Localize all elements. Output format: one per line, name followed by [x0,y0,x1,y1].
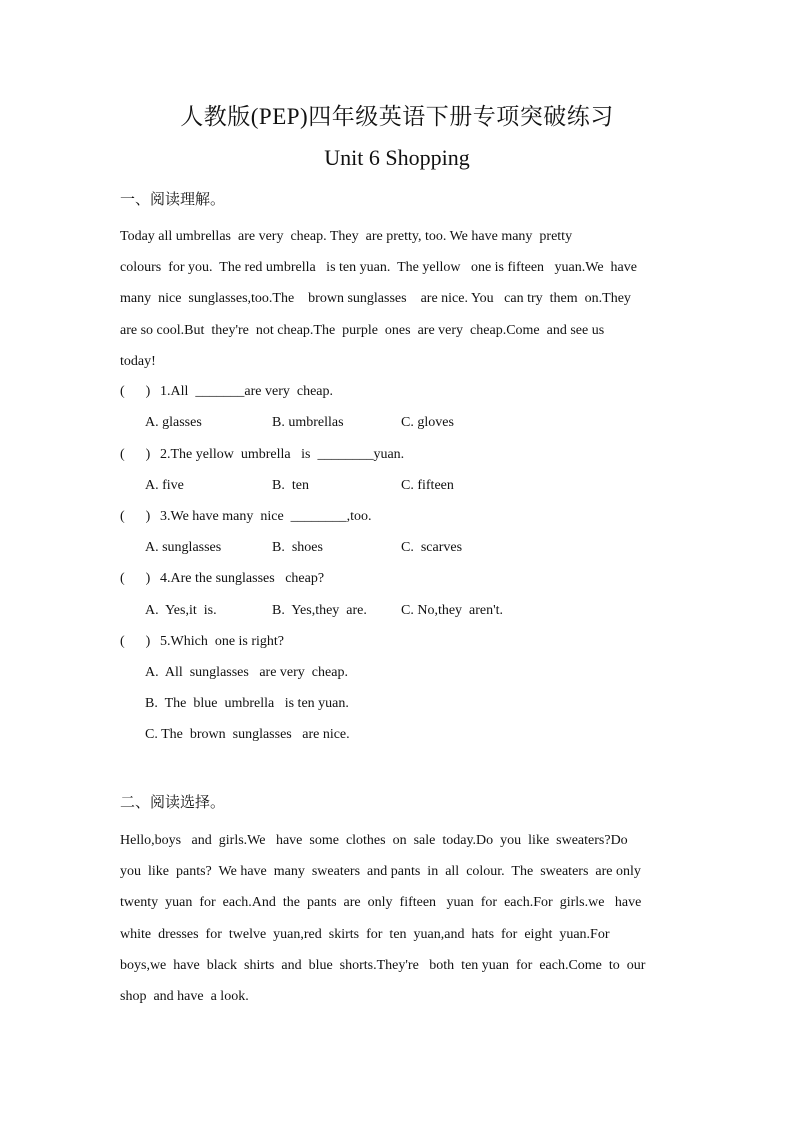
question-5-option-a[interactable]: A. All sunglasses are very cheap. [145,665,348,680]
answer-blank[interactable]: ( ) [120,571,151,586]
question-text: 3.We have many nice ________,too. [160,509,372,524]
question-3 [120,509,372,525]
passage-line: twenty yuan for each.And the pants are only fifteen yuan for each.For girls.we have [120,895,642,911]
option-b[interactable]: B. umbrellas [272,415,344,430]
option-a[interactable]: A. glasses [145,415,202,430]
unit-subtitle: Unit 6 Shopping [324,145,470,170]
question-text: 1.All _______are very cheap. [160,384,333,399]
option-b[interactable]: B. ten [272,478,309,493]
option-c[interactable]: C. fifteen [401,478,454,493]
answer-blank[interactable]: ( ) [120,384,151,399]
question-2 [120,447,404,463]
option-c[interactable]: C. gloves [401,415,454,430]
section2-heading: 二、阅读选择。 [120,793,226,811]
passage-line: Hello,boys and girls.We have some clothes on sale today.Do you like sweaters?Do [120,833,628,848]
option-b[interactable]: B. shoes [272,540,323,555]
question-text: 5.Which one is right? [160,634,285,649]
section1-passage [120,221,672,377]
passage-line: you like pants? We have many sweaters and pants in all colour. The sweaters are only [120,864,641,880]
question-5 [120,634,284,650]
answer-blank[interactable]: ( ) [120,634,151,649]
option-c[interactable]: C. No,they aren't. [401,603,504,618]
option-a[interactable]: A. sunglasses [145,540,222,555]
option-a[interactable]: A. five [145,478,184,493]
option-c[interactable]: C. scarves [401,540,463,555]
passage-line: shop and have a look. [120,989,249,1005]
answer-blank[interactable]: ( ) [120,447,151,462]
passage-line: today! [120,353,156,369]
passage-line: many nice sunglasses,too.The brown sunglasses are nice. You can try them on.They [120,291,631,307]
option-a[interactable]: A. Yes,it is. [145,603,217,618]
passage-line: colours for you. The red umbrella is ten yuan. The yellow one is fifteen yuan.We have [120,260,637,276]
question-text: 2.The yellow umbrella is ________yuan. [160,447,405,462]
section1-heading: 一、阅读理解。 [120,190,226,208]
passage-line: boys,we have black shirts and blue shorts.They're both ten yuan for each.Come to our [120,957,646,973]
option-b[interactable]: B. Yes,they are. [272,603,367,618]
answer-blank[interactable]: ( ) [120,509,151,524]
question-text: 4.Are the sunglasses cheap? [160,571,325,586]
section2-passage [120,825,672,1012]
question-5-option-b[interactable]: B. The blue umbrella is ten yuan. [145,696,349,711]
question-4 [120,571,324,587]
worksheet-title: 人教版(PEP)四年级英语下册专项突破练习 [180,104,614,129]
question-5-option-c[interactable]: C. The brown sunglasses are nice. [145,727,350,742]
passage-line: are so cool.But they're not cheap.The purple ones are very cheap.Come and see us [120,322,605,338]
question-1 [120,384,333,400]
passage-line: white dresses for twelve yuan,red skirts for ten yuan,and hats for eight yuan.For [120,926,610,942]
passage-line: Today all umbrellas are very cheap. They are pretty, too. We have many pretty [120,229,573,244]
